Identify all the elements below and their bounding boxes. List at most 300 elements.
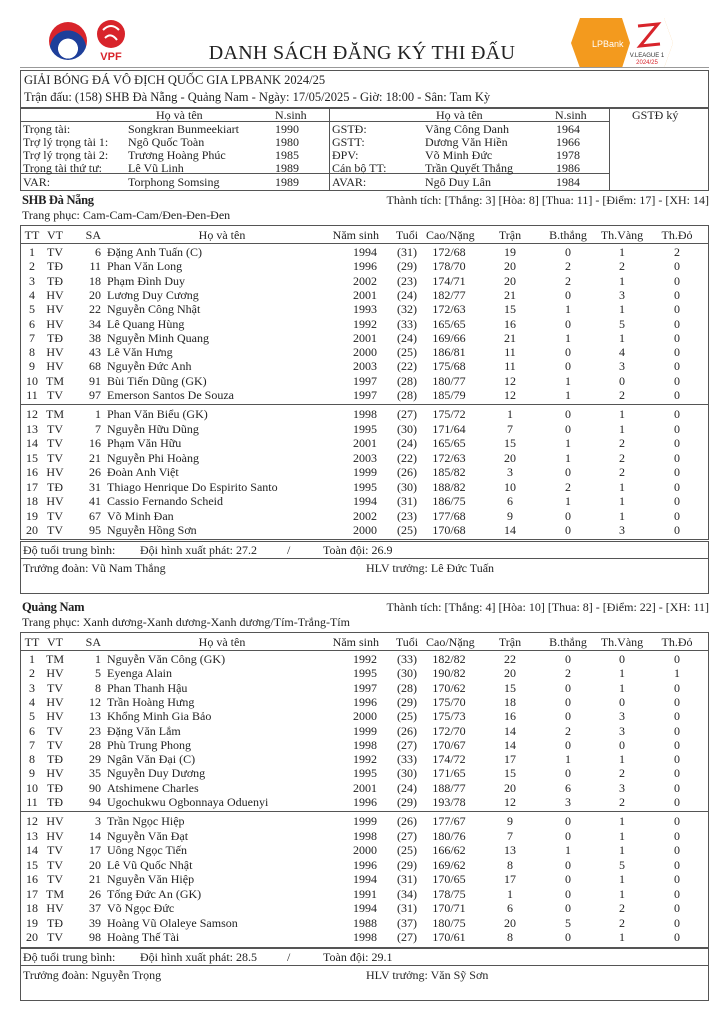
player-name: Bùi Tiến Dũng (GK) [107, 373, 207, 388]
player-row [21, 843, 710, 857]
average-age-team: Toàn đội: 26.9 [323, 543, 393, 557]
height-weight: 170/62 [432, 680, 466, 695]
player-row [21, 858, 710, 872]
position: TĐ [47, 273, 63, 288]
age: (27) [397, 737, 417, 752]
goals: 0 [565, 680, 571, 695]
tt: 9 [29, 359, 35, 374]
official-role: Trợ lý trọng tài 2: [23, 148, 109, 162]
matches: 15 [504, 302, 516, 317]
age: (25) [397, 709, 417, 724]
height-weight: 172/70 [432, 723, 466, 738]
position: TV [47, 523, 63, 538]
height-weight: 188/77 [432, 780, 466, 795]
birth-year: 1996 [353, 694, 377, 709]
yellow-cards: 2 [619, 436, 625, 451]
position: TM [46, 373, 64, 388]
average-age-separator: / [287, 543, 291, 557]
birth-year: 1998 [353, 930, 377, 945]
player-table [20, 632, 709, 948]
player-row [21, 766, 710, 780]
position: HV [46, 666, 64, 681]
matches: 11 [504, 345, 516, 360]
tt: 6 [29, 723, 35, 738]
column-header-matches: Trận [498, 228, 522, 242]
goals: 0 [565, 407, 571, 422]
shirt-number: 34 [89, 316, 101, 331]
position: TV [47, 450, 63, 465]
height-weight: 172/63 [432, 450, 466, 465]
tt: 5 [29, 302, 35, 317]
position: TV [47, 388, 63, 402]
matches: 14 [504, 523, 516, 538]
tt: 19 [26, 508, 38, 523]
matches: 12 [504, 373, 516, 388]
player-row [21, 695, 710, 709]
position: HV [46, 359, 64, 374]
matches: 3 [507, 465, 513, 480]
red-cards: 0 [674, 709, 680, 724]
official-role: Trọng tài thứ tư: [23, 161, 102, 175]
height-weight: 180/77 [432, 373, 466, 388]
player-row [21, 814, 710, 828]
age: (31) [397, 245, 417, 259]
shirt-number: 20 [89, 857, 101, 872]
matches: 19 [504, 245, 516, 259]
birth-year: 1995 [353, 766, 377, 781]
matches: 20 [504, 780, 516, 795]
player-name: Tống Đức An (GK) [107, 886, 202, 901]
team-kit: Trang phục: Cam-Cam-Cam/Đen-Đen-Đen [22, 208, 231, 222]
matches: 22 [504, 652, 516, 666]
official-birth-year: 1989 [275, 161, 299, 175]
tt: 1 [29, 245, 35, 259]
shirt-number: 18 [89, 273, 101, 288]
age: (31) [397, 494, 417, 509]
column-header-birth-year: Năm sinh [332, 635, 379, 649]
birth-year: 1994 [353, 872, 377, 887]
column-header-goals: B.thắng [549, 635, 587, 649]
birth-year: 1997 [353, 373, 377, 388]
red-cards: 0 [674, 421, 680, 436]
position: TV [47, 723, 63, 738]
official-birth-year: 1978 [556, 148, 580, 162]
player-name: Nguyễn Công Nhật [107, 302, 201, 317]
age: (31) [397, 872, 417, 887]
player-name: Phù Trung Phong [107, 737, 192, 752]
shirt-number: 1 [95, 652, 101, 666]
average-age-box [20, 948, 709, 966]
shirt-number: 31 [89, 479, 101, 494]
yellow-cards: 1 [619, 508, 625, 523]
red-cards: 0 [674, 901, 680, 916]
red-cards: 0 [674, 766, 680, 781]
matches: 20 [504, 915, 516, 930]
player-name: Phan Thanh Hậu [107, 680, 188, 695]
tt: 16 [26, 465, 38, 480]
tt: 11 [26, 388, 38, 402]
age: (27) [397, 407, 417, 422]
birth-year: 1998 [353, 828, 377, 843]
height-weight: 180/76 [432, 828, 466, 843]
position: TĐ [47, 915, 63, 930]
birth-year: 2001 [353, 330, 377, 345]
position: HV [46, 694, 64, 709]
red-cards: 0 [674, 508, 680, 523]
birth-year: 1994 [353, 245, 377, 259]
player-name: Lê Quang Hùng [107, 316, 185, 331]
yellow-cards: 1 [619, 828, 625, 843]
column-header-height-weight: Cao/Nặng [426, 635, 475, 649]
starters-divider [21, 811, 708, 812]
team-name: Quảng Nam [22, 600, 85, 614]
tt: 18 [26, 901, 38, 916]
birth-year: 1988 [353, 915, 377, 930]
age: (24) [397, 780, 417, 795]
age: (24) [397, 287, 417, 302]
tt: 13 [26, 421, 38, 436]
red-cards: 0 [674, 479, 680, 494]
red-cards: 0 [674, 843, 680, 858]
goals: 2 [565, 479, 571, 494]
player-name: Cassio Fernando Scheid [107, 494, 223, 509]
age: (31) [397, 901, 417, 916]
matches: 15 [504, 436, 516, 451]
matches: 1 [507, 407, 513, 422]
yellow-cards: 3 [619, 359, 625, 374]
height-weight: 171/65 [432, 766, 466, 781]
column-header-player-name: Họ và tên [198, 635, 246, 649]
red-cards: 0 [674, 680, 680, 695]
birth-year: 1994 [353, 901, 377, 916]
column-header-position: VT [47, 228, 63, 242]
player-row [21, 738, 710, 752]
birth-year: 1994 [353, 494, 377, 509]
age: (33) [397, 316, 417, 331]
shirt-number: 12 [89, 694, 101, 709]
goals: 0 [565, 857, 571, 872]
red-cards: 0 [674, 345, 680, 360]
goals: 1 [565, 302, 571, 317]
official-name: Torphong Somsing [128, 175, 220, 189]
position: TV [47, 421, 63, 436]
goals: 0 [565, 694, 571, 709]
matches: 10 [504, 479, 516, 494]
official-name: Trương Hoàng Phúc [128, 148, 226, 162]
official-birth-year: 1984 [556, 175, 580, 189]
player-name: Eyenga Alain [107, 666, 172, 681]
height-weight: 165/65 [432, 436, 466, 451]
svg-text:VPF: VPF [100, 51, 122, 63]
goals: 1 [565, 752, 571, 767]
age: (34) [397, 886, 417, 901]
matches: 16 [504, 316, 516, 331]
tt: 17 [26, 479, 38, 494]
age: (30) [397, 766, 417, 781]
tt: 2 [29, 259, 35, 274]
player-name: Phạm Văn Hữu [107, 436, 182, 451]
column-header-age: Tuổi [395, 635, 419, 649]
tt: 4 [29, 287, 35, 302]
position: HV [46, 465, 64, 480]
red-cards: 0 [674, 436, 680, 451]
goals: 1 [565, 330, 571, 345]
yellow-cards: 1 [619, 479, 625, 494]
yellow-cards: 1 [619, 886, 625, 901]
height-weight: 177/68 [432, 508, 466, 523]
yellow-cards: 1 [619, 930, 625, 945]
column-header-height-weight: Cao/Nặng [426, 228, 475, 242]
goals: 0 [565, 316, 571, 331]
goals: 2 [565, 666, 571, 681]
tt: 6 [29, 316, 35, 331]
birth-year: 2001 [353, 436, 377, 451]
birth-year: 1993 [353, 302, 377, 317]
column-header-tt: TT [24, 228, 40, 242]
player-name: Nguyễn Hồng Sơn [107, 523, 197, 538]
matches: 9 [507, 508, 513, 523]
shirt-number: 94 [89, 795, 101, 809]
yellow-cards: 4 [619, 345, 625, 360]
position: TV [47, 245, 63, 259]
column-header-position: VT [47, 635, 63, 649]
red-cards: 0 [674, 857, 680, 872]
shirt-number: 6 [95, 245, 101, 259]
shirt-number: 21 [89, 872, 101, 887]
red-cards: 0 [674, 259, 680, 274]
team-manager: Trưởng đoàn: Nguyễn Trọng [23, 968, 162, 982]
svg-text:2024/25: 2024/25 [636, 60, 658, 66]
player-name: Võ Minh Đan [107, 508, 174, 523]
red-cards: 0 [674, 795, 680, 809]
official-birth-year: 1980 [275, 135, 299, 149]
average-age-separator: / [287, 950, 291, 964]
tt: 20 [26, 523, 38, 538]
height-weight: 186/75 [432, 494, 466, 509]
yellow-cards: 2 [619, 901, 625, 916]
position: HV [46, 709, 64, 724]
goals: 5 [565, 915, 571, 930]
matches: 20 [504, 273, 516, 288]
player-row [21, 916, 710, 930]
birth-year: 1992 [353, 316, 377, 331]
yellow-cards: 5 [619, 316, 625, 331]
player-name: Trần Hoàng Hưng [107, 694, 195, 709]
position: TV [47, 508, 63, 523]
shirt-number: 98 [89, 930, 101, 945]
red-cards: 0 [674, 287, 680, 302]
player-row [21, 681, 710, 695]
position: TM [46, 886, 64, 901]
height-weight: 170/71 [432, 901, 466, 916]
age: (30) [397, 479, 417, 494]
age: (29) [397, 694, 417, 709]
goals: 6 [565, 780, 571, 795]
team-manager: Trưởng đoàn: Vũ Nam Thắng [23, 561, 166, 575]
red-cards: 0 [674, 407, 680, 422]
player-name: Đặng Văn Lắm [107, 723, 181, 738]
official-role: AVAR: [332, 175, 367, 189]
tt: 15 [26, 450, 38, 465]
red-cards: 0 [674, 872, 680, 887]
matches: 18 [504, 694, 516, 709]
official-name: Dương Văn Hiền [425, 135, 508, 149]
height-weight: 188/82 [432, 479, 466, 494]
matches: 9 [507, 814, 513, 829]
player-name: Nguyễn Văn Hiệp [107, 872, 195, 887]
player-name: Nguyễn Hữu Dũng [107, 421, 199, 436]
age: (27) [397, 828, 417, 843]
shirt-number: 26 [89, 886, 101, 901]
shirt-number: 1 [95, 407, 101, 422]
player-name: Nguyễn Phi Hoàng [107, 450, 199, 465]
height-weight: 185/82 [432, 465, 466, 480]
goals: 0 [565, 523, 571, 538]
position: HV [46, 814, 64, 829]
height-weight: 182/82 [432, 652, 466, 666]
column-header-red-cards: Th.Đỏ [661, 228, 693, 242]
goals: 0 [565, 814, 571, 829]
birth-year: 2000 [353, 843, 377, 858]
yellow-cards: 3 [619, 523, 625, 538]
age: (25) [397, 345, 417, 360]
position: TĐ [47, 780, 63, 795]
yellow-cards: 2 [619, 450, 625, 465]
tt: 7 [29, 330, 35, 345]
goals: 1 [565, 450, 571, 465]
official-name: Trần Quyết Thắng [425, 161, 513, 175]
shirt-number: 13 [89, 709, 101, 724]
column-header-matches: Trận [498, 635, 522, 649]
average-age-starting: Đội hình xuất phát: 27.2 [140, 543, 257, 557]
goals: 2 [565, 259, 571, 274]
matches: 15 [504, 766, 516, 781]
position: HV [46, 828, 64, 843]
goals: 0 [565, 287, 571, 302]
height-weight: 175/72 [432, 407, 466, 422]
official-name: Songkran Bunmeekiart [128, 122, 239, 136]
official-role: GSTĐ: [332, 122, 367, 136]
age: (25) [397, 523, 417, 538]
yellow-cards: 3 [619, 780, 625, 795]
player-name: Hoàng Thế Tài [107, 930, 180, 945]
average-age-starting: Đội hình xuất phát: 28.5 [140, 950, 257, 964]
age: (33) [397, 652, 417, 666]
shirt-number: 21 [89, 450, 101, 465]
shirt-number: 11 [89, 259, 101, 274]
age: (29) [397, 259, 417, 274]
height-weight: 193/78 [432, 795, 466, 809]
tt: 7 [29, 737, 35, 752]
player-name: Đoàn Anh Việt [107, 465, 179, 480]
matches: 12 [504, 388, 516, 402]
tt: 12 [26, 814, 38, 829]
average-age-label: Độ tuổi trung bình: [23, 950, 116, 964]
red-cards: 0 [674, 273, 680, 288]
birth-year: 1996 [353, 259, 377, 274]
column-header-yellow-cards: Th.Vàng [600, 228, 644, 242]
player-name: Lê Văn Hưng [107, 345, 173, 360]
column-header-tt: TT [24, 635, 40, 649]
age: (24) [397, 330, 417, 345]
height-weight: 170/68 [432, 523, 466, 538]
position: TV [47, 843, 63, 858]
age: (28) [397, 680, 417, 695]
column-header-birth-year: Năm sinh [332, 228, 379, 242]
official-role: Trọng tài: [23, 122, 71, 136]
yellow-cards: 1 [619, 273, 625, 288]
height-weight: 166/62 [432, 843, 466, 858]
player-name: Trần Ngọc Hiệp [107, 814, 185, 829]
shirt-number: 68 [89, 359, 101, 374]
tt: 17 [26, 886, 38, 901]
age: (25) [397, 843, 417, 858]
matches: 7 [507, 828, 513, 843]
birth-year: 2003 [353, 450, 377, 465]
match-details: Trận đấu: (158) SHB Đà Nẵng - Quảng Nam - Ngày: 17/05/2025 - Giờ: 18:00 - Sân: Tam Kỳ [24, 90, 491, 104]
position: HV [46, 901, 64, 916]
shirt-number: 67 [89, 508, 101, 523]
official-name: Ngô Quốc Toàn [128, 135, 205, 149]
officials-name-header-2: Họ và tên [436, 108, 483, 122]
position: TV [47, 857, 63, 872]
age: (26) [397, 723, 417, 738]
tt: 4 [29, 694, 35, 709]
tt: 9 [29, 766, 35, 781]
player-row [21, 652, 710, 666]
birth-year: 1998 [353, 737, 377, 752]
height-weight: 170/65 [432, 872, 466, 887]
tt: 5 [29, 709, 35, 724]
official-role: GSTT: [332, 135, 365, 149]
goals: 0 [565, 886, 571, 901]
birth-year: 1997 [353, 680, 377, 695]
yellow-cards: 2 [619, 795, 625, 809]
official-birth-year: 1964 [556, 122, 580, 136]
red-cards: 0 [674, 828, 680, 843]
birth-year: 1995 [353, 666, 377, 681]
position: TĐ [47, 752, 63, 767]
tournament-name: GIẢI BÓNG ĐÁ VÔ ĐỊCH QUỐC GIA LPBANK 2024/25 [24, 73, 326, 87]
team-kit: Trang phục: Xanh dương-Xanh dương-Xanh dương/Tím-Trắng-Tím [22, 615, 350, 629]
team-record: Thành tích: [Thắng: 3] [Hòa: 8] [Thua: 11] - [Điểm: 17] - [XH: 14] [386, 193, 709, 207]
position: TV [47, 680, 63, 695]
matches: 1 [507, 886, 513, 901]
shirt-number: 3 [95, 814, 101, 829]
player-name: Nguyễn Duy Dương [107, 766, 206, 781]
position: TV [47, 930, 63, 945]
yellow-cards: 2 [619, 766, 625, 781]
yellow-cards: 1 [619, 680, 625, 695]
yellow-cards: 1 [619, 814, 625, 829]
position: HV [46, 316, 64, 331]
tt: 18 [26, 494, 38, 509]
column-header-shirt-number: SA [85, 228, 101, 242]
goals: 2 [565, 273, 571, 288]
birth-year: 1992 [353, 652, 377, 666]
birth-year: 1997 [353, 388, 377, 402]
red-cards: 2 [674, 245, 680, 259]
yellow-cards: 0 [619, 694, 625, 709]
height-weight: 182/77 [432, 287, 466, 302]
position: HV [46, 494, 64, 509]
goals: 1 [565, 373, 571, 388]
player-name: Võ Ngọc Đức [107, 901, 175, 916]
officials-year-header-2: N.sinh [555, 108, 587, 122]
shirt-number: 35 [89, 766, 101, 781]
player-name: Nguyễn Văn Đạt [107, 828, 189, 843]
matches: 20 [504, 259, 516, 274]
